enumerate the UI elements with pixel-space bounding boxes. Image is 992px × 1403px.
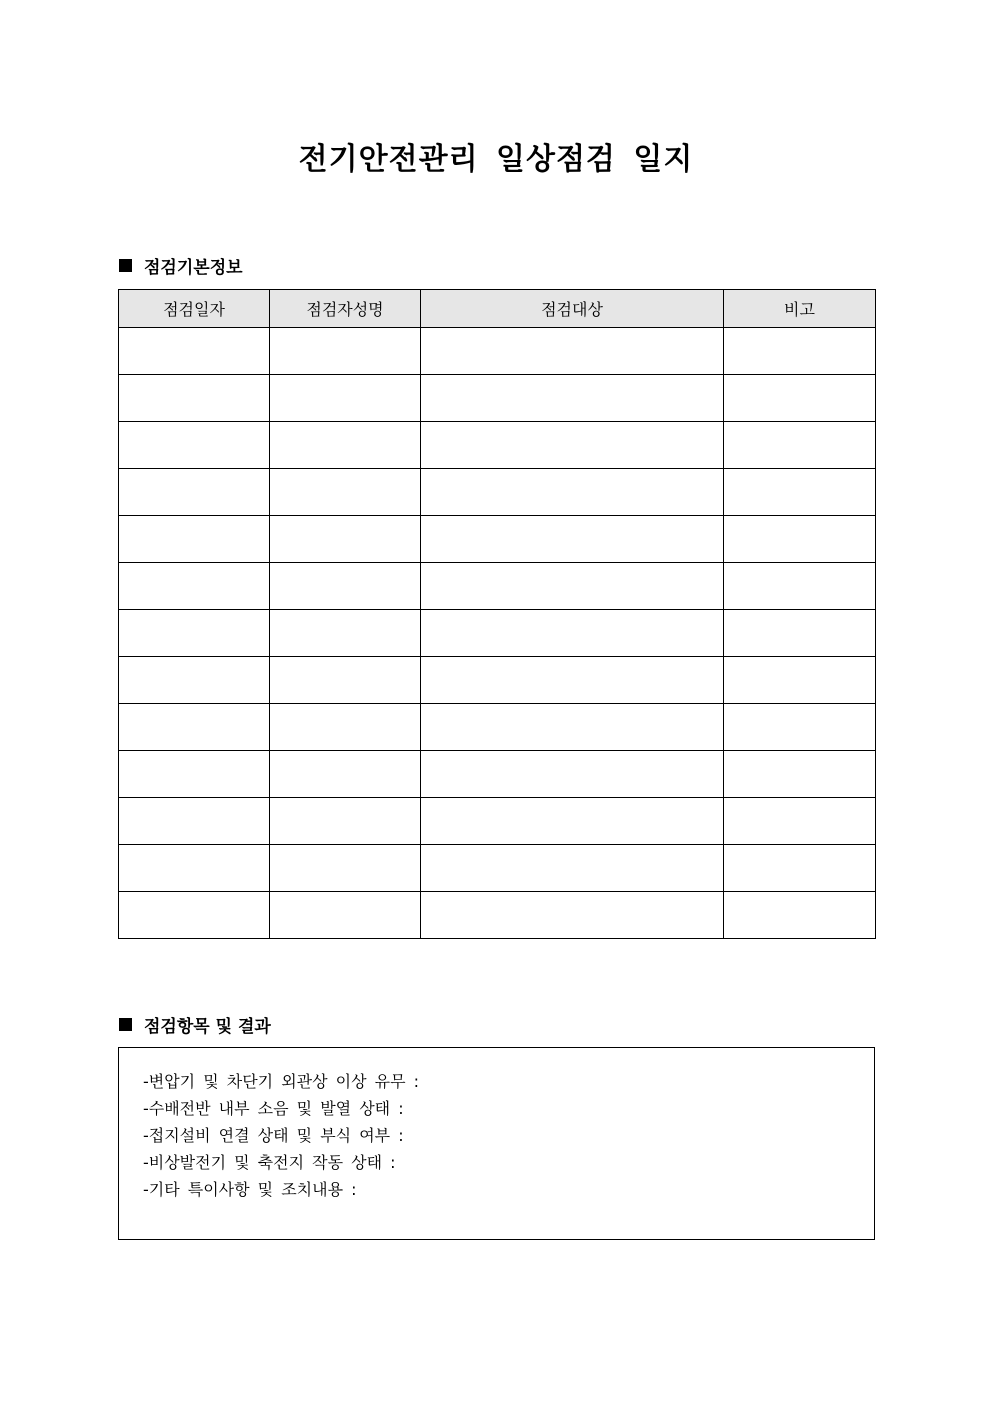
column-header-inspection-target: 점검대상: [421, 290, 724, 328]
cell-inspector-name[interactable]: [270, 704, 421, 751]
cell-inspection-target[interactable]: [421, 610, 724, 657]
cell-inspection-date[interactable]: [119, 751, 270, 798]
section-heading-label: 점검항목 및 결과: [144, 1017, 271, 1037]
cell-inspection-target[interactable]: [421, 704, 724, 751]
table-row: [119, 328, 876, 375]
cell-remarks[interactable]: [724, 657, 876, 704]
cell-remarks[interactable]: [724, 751, 876, 798]
cell-inspection-target[interactable]: [421, 798, 724, 845]
cell-inspection-target[interactable]: [421, 469, 724, 516]
column-header-remarks: 비고: [724, 290, 876, 328]
cell-inspector-name[interactable]: [270, 422, 421, 469]
result-item-other: -기타 특이사항 및 조치내용 :: [143, 1180, 357, 1199]
cell-inspection-date[interactable]: [119, 469, 270, 516]
table-row: [119, 892, 876, 939]
cell-remarks[interactable]: [724, 328, 876, 375]
table-row: [119, 751, 876, 798]
table-row: [119, 422, 876, 469]
table-row: [119, 469, 876, 516]
cell-inspector-name[interactable]: [270, 516, 421, 563]
cell-remarks[interactable]: [724, 422, 876, 469]
cell-inspection-date[interactable]: [119, 704, 270, 751]
cell-inspector-name[interactable]: [270, 798, 421, 845]
result-item-switchboard: -수배전반 내부 소음 및 발열 상태 :: [143, 1099, 404, 1118]
document-title: 전기안전관리 일상점검 일지: [298, 142, 694, 177]
cell-inspection-date[interactable]: [119, 610, 270, 657]
cell-inspection-target[interactable]: [421, 563, 724, 610]
cell-inspector-name[interactable]: [270, 610, 421, 657]
cell-inspection-target[interactable]: [421, 328, 724, 375]
basic-info-table: [118, 289, 876, 939]
cell-inspector-name[interactable]: [270, 328, 421, 375]
cell-inspection-target[interactable]: [421, 892, 724, 939]
cell-remarks[interactable]: [724, 563, 876, 610]
table-row: [119, 798, 876, 845]
table-row: [119, 375, 876, 422]
cell-remarks[interactable]: [724, 610, 876, 657]
cell-inspector-name[interactable]: [270, 375, 421, 422]
table-row: [119, 657, 876, 704]
cell-inspection-date[interactable]: [119, 328, 270, 375]
table-row: [119, 610, 876, 657]
table-row: [119, 845, 876, 892]
result-item-transformer: -변압기 및 차단기 외관상 이상 유무 :: [143, 1072, 420, 1091]
section-heading-basic-info: [119, 253, 243, 278]
cell-inspection-date[interactable]: [119, 563, 270, 610]
table-row: [119, 704, 876, 751]
square-bullet-icon: [119, 1018, 132, 1031]
section-heading-results: [119, 1012, 271, 1037]
table-row: [119, 516, 876, 563]
cell-inspector-name[interactable]: [270, 563, 421, 610]
cell-inspection-date[interactable]: [119, 892, 270, 939]
cell-inspection-target[interactable]: [421, 375, 724, 422]
table-header-row: [119, 290, 876, 328]
cell-inspector-name[interactable]: [270, 469, 421, 516]
cell-remarks[interactable]: [724, 892, 876, 939]
cell-inspector-name[interactable]: [270, 751, 421, 798]
results-box: [118, 1047, 875, 1240]
cell-inspection-date[interactable]: [119, 375, 270, 422]
result-item-grounding: -접지설비 연결 상태 및 부식 여부 :: [143, 1126, 404, 1145]
cell-remarks[interactable]: [724, 469, 876, 516]
cell-inspection-target[interactable]: [421, 422, 724, 469]
cell-inspector-name[interactable]: [270, 845, 421, 892]
cell-inspection-target[interactable]: [421, 657, 724, 704]
cell-remarks[interactable]: [724, 375, 876, 422]
square-bullet-icon: [119, 259, 132, 272]
cell-remarks[interactable]: [724, 704, 876, 751]
cell-inspection-date[interactable]: [119, 422, 270, 469]
cell-inspection-date[interactable]: [119, 516, 270, 563]
cell-inspector-name[interactable]: [270, 657, 421, 704]
cell-inspector-name[interactable]: [270, 892, 421, 939]
table-row: [119, 563, 876, 610]
cell-remarks[interactable]: [724, 845, 876, 892]
cell-remarks[interactable]: [724, 516, 876, 563]
column-header-inspection-date: 점검일자: [119, 290, 270, 328]
cell-remarks[interactable]: [724, 798, 876, 845]
result-item-generator: -비상발전기 및 축전지 작동 상태 :: [143, 1153, 396, 1172]
cell-inspection-target[interactable]: [421, 516, 724, 563]
cell-inspection-target[interactable]: [421, 845, 724, 892]
column-header-inspector-name: 점검자성명: [270, 290, 421, 328]
section-heading-label: 점검기본정보: [144, 258, 243, 278]
cell-inspection-date[interactable]: [119, 845, 270, 892]
cell-inspection-target[interactable]: [421, 751, 724, 798]
cell-inspection-date[interactable]: [119, 798, 270, 845]
cell-inspection-date[interactable]: [119, 657, 270, 704]
